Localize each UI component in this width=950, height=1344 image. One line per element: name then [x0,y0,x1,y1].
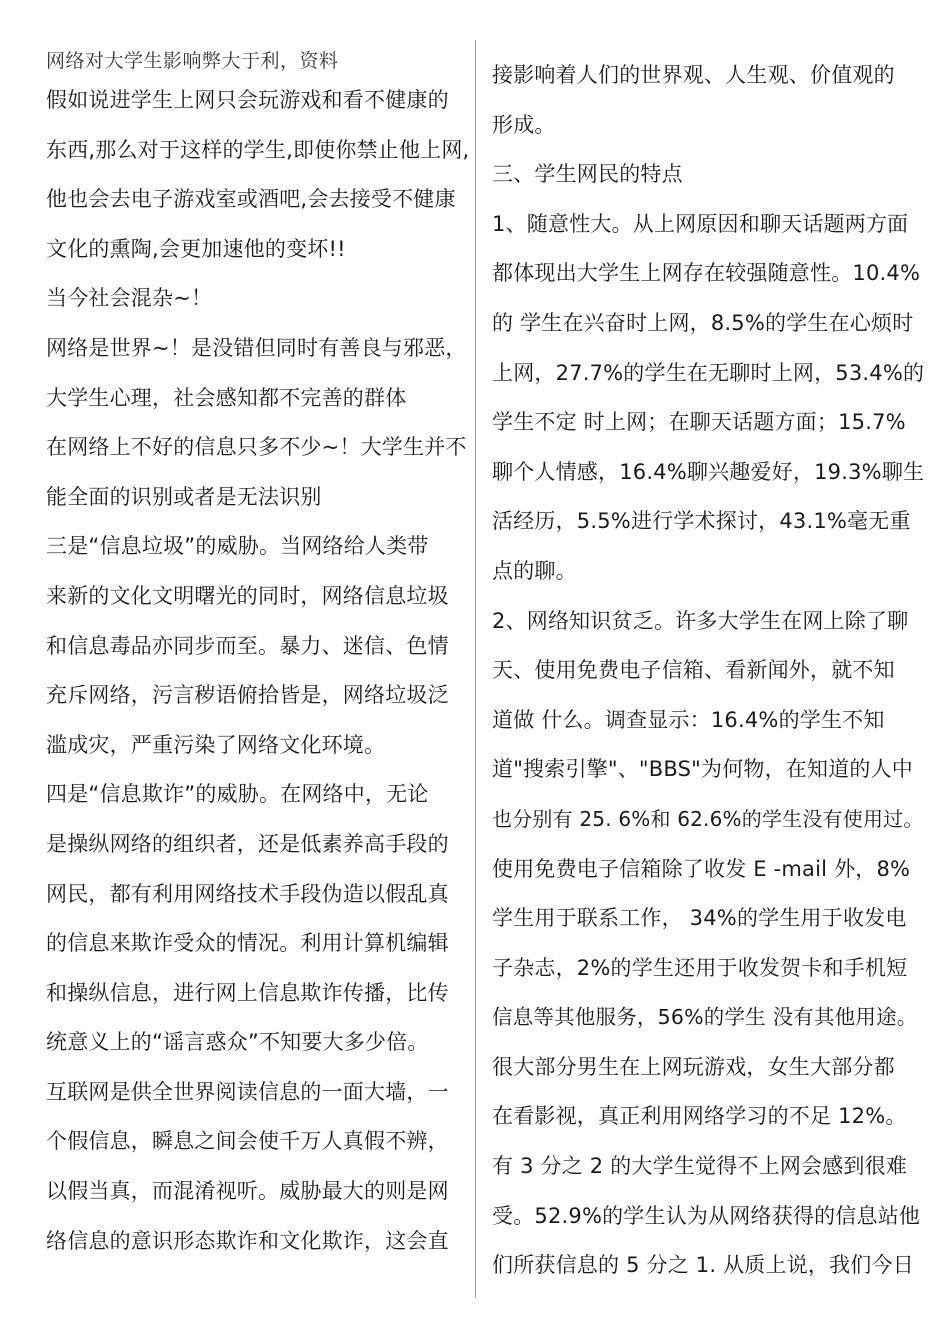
document-header: 网络对大学生影响弊大于利，资料 [46,50,339,72]
text-line: 信息等其他服务，56%的学生 没有其他用途。 [492,1005,918,1030]
right-text-column [492,57,925,1297]
text-line: 学生用于联系工作， 34%的学生用于收发电 [492,906,907,931]
text-line: 道做 什么。调查显示：16.4%的学生不知 [492,707,885,732]
text-line: 网络是世界~！是没错但同时有善良与邪恶， [46,335,467,360]
text-line: 聊个人情感，16.4%聊兴趣爱好，19.3%聊生 [492,459,925,484]
text-line: 的 学生在兴奋时上网，8.5%的学生在心烦时 [492,310,914,335]
text-line: 和信息毒品亦同步而至。暴力、迷信、色情 [46,633,449,658]
text-line: 能全面的识别或者是无法识别 [46,484,322,509]
text-line: 来新的文化文明曙光的同时，网络信息垃圾 [46,583,449,608]
text-line: 滥成灾，严重污染了网络文化环境。 [46,732,386,757]
text-line: 活经历，5.5%进行学术探讨，43.1%毫无重 [492,509,911,534]
text-line: 1、随意性大。从上网原因和聊天话题两方面 [492,211,909,236]
text-line: 四是“信息欺诈”的威胁。在网络中，无论 [46,782,429,807]
text-line: 形成。 [492,112,556,137]
text-line: 大学生心理，社会感知都不完善的群体 [46,385,407,410]
text-line: 当今社会混杂~！ [46,286,213,311]
text-line: 接影响着人们的世界观、人生观、价值观的 [492,63,895,87]
text-line: 三是“信息垃圾”的威胁。当网络给人类带 [46,534,429,559]
text-line: 文化的熏陶,会更加速他的变坏!! [46,236,346,261]
text-line: 有 3 分之 2 的大学生觉得不上网会感到很难 [492,1154,908,1179]
text-line: 充斥网络，污言秽语俯拾皆是，网络垃圾泛 [46,683,449,708]
text-line: 道"搜索引擎"、"BBS"为何物，在知道的人中 [492,757,914,782]
text-line: 在看影视，真正利用网络学习的不足 12%。 [492,1104,907,1129]
text-line: 在网络上不好的信息只多不少~！大学生并不 [46,435,467,460]
text-line: 是操纵网络的组织者，还是低素养高手段的 [46,831,449,856]
text-line: 三、学生网民的特点 [492,162,683,187]
text-line: 和操纵信息，进行网上信息欺诈传播，比传 [46,980,449,1005]
text-line: 假如说进学生上网只会玩游戏和看不健康的 [46,88,449,112]
text-line: 以假当真，而混淆视听。威胁最大的则是网 [46,1179,449,1204]
left-text-column [46,82,470,1272]
text-line: 也分别有 25. 6%和 62.6%的学生没有使用过。 [492,806,924,831]
text-line: 学生不定 时上网；在聊天话题方面；15.7% [492,410,906,435]
text-line: 互联网是供全世界阅读信息的一面大墙，一 [46,1079,449,1104]
text-line: 子杂志，2%的学生还用于收发贺卡和手机短 [492,955,908,980]
text-line: 他也会去电子游戏室或酒吧,会去接受不健康 [46,187,456,212]
text-line: 统意义上的“谣言惑众”不知要大多少倍。 [46,1030,429,1055]
text-line: 个假信息，瞬息之间会使千万人真假不辨， [46,1129,449,1154]
text-line: 络信息的意识形态欺诈和文化欺诈，这会直 [46,1228,449,1253]
text-line: 天、使用免费电子信箱、看新闻外，就不知 [492,658,895,683]
column-divider [475,40,476,1298]
text-line: 使用免费电子信箱除了收发 E -mail 外，8% [492,856,911,881]
text-line: 2、网络知识贫乏。许多大学生在网上除了聊 [492,608,909,633]
text-line: 网民，都有利用网络技术手段伪造以假乱真 [46,881,449,906]
text-line: 们所获信息的 5 分之 1. 从质上说，我们今日 [492,1253,914,1278]
text-line: 受。52.9%的学生认为从网络获得的信息站他 [492,1203,921,1228]
text-line: 很大部分男生在上网玩游戏，女生大部分都 [492,1054,895,1079]
text-line: 的信息来欺诈受众的情况。利用计算机编辑 [46,931,449,956]
text-line: 上网，27.7%的学生在无聊时上网，53.4%的 [492,360,925,385]
text-line: 东西,那么对于这样的学生,即使你禁止他上网, [46,137,470,162]
text-line: 都体现出大学生上网存在较强随意性。10.4% [492,261,921,286]
text-line: 点的聊。 [492,558,577,583]
